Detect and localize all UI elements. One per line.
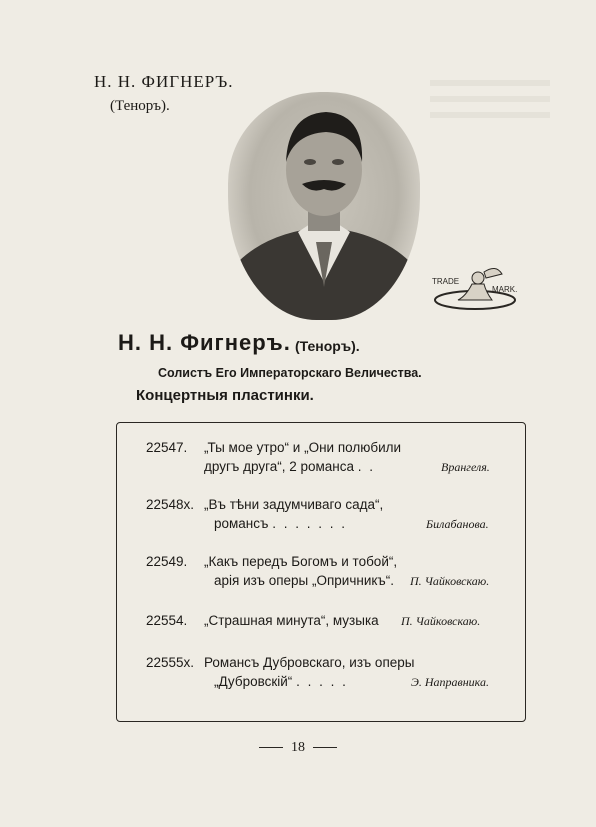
bleed-through-text xyxy=(420,70,590,270)
record-1-line-2: другъ друга“, 2 романса . . xyxy=(204,459,376,474)
record-5-composer: Э. Направника. xyxy=(411,675,489,689)
record-3-catalog: 22549. xyxy=(146,554,188,569)
record-2-composer: Билабанова. xyxy=(426,517,489,531)
artist-title: Н. Н. Фигнеръ. xyxy=(118,330,291,355)
record-4-composer: П. Чайковскаю. xyxy=(401,614,481,628)
record-2-catalog: 22548x. xyxy=(146,497,195,512)
page-heading-name: Н. Н. ФИГНЕРЪ. xyxy=(94,72,234,91)
record-1-composer: Врангеля. xyxy=(441,460,490,474)
record-3-line-1: 22549. „Какъ передъ Богомъ и тобой“, xyxy=(146,554,398,569)
record-2-line-1: 22548x. „Въ тѣни задумчиваго сада“, xyxy=(146,497,384,512)
portrait-photo xyxy=(228,92,420,320)
record-4-line-1: 22554. „Страшная минута“, музыка xyxy=(146,613,379,628)
page-number: 18 xyxy=(291,740,305,755)
trademark-logo xyxy=(430,262,520,312)
record-1-line-1: 22547. „Ты мое утро“ и „Они полюбили xyxy=(146,440,402,455)
svg-text:MARK.: MARK. xyxy=(492,285,518,294)
soloist-subtitle: Солистъ Его Императорскаго Величества. xyxy=(158,366,422,380)
record-2-line-2: романсъ . . . . . . . xyxy=(214,516,347,531)
page-footer xyxy=(0,740,596,756)
footer-dash-right xyxy=(313,747,337,748)
portrait-illustration xyxy=(228,92,420,320)
record-3-composer: П. Чайковскаю. xyxy=(410,574,490,588)
svg-text:TRADE: TRADE xyxy=(432,277,460,286)
record-3-line-2: арія изъ оперы „Опричникъ“. xyxy=(214,573,394,588)
record-5-catalog: 22555x. xyxy=(146,655,195,670)
record-5-line-2: „Дубровскій“ . . . . . xyxy=(214,674,348,689)
footer-dash-left xyxy=(259,747,283,748)
record-5-line-1: 22555x. Романсъ Дубровскаго, изъ оперы xyxy=(146,655,415,670)
concert-records-heading: Концертныя пластинки. xyxy=(136,387,314,404)
record-4-catalog: 22554. xyxy=(146,613,188,628)
artist-voice: (Теноръ). xyxy=(295,338,360,354)
page-heading-voice: (Теноръ). xyxy=(110,98,170,114)
record-1-catalog: 22547. xyxy=(146,440,188,455)
